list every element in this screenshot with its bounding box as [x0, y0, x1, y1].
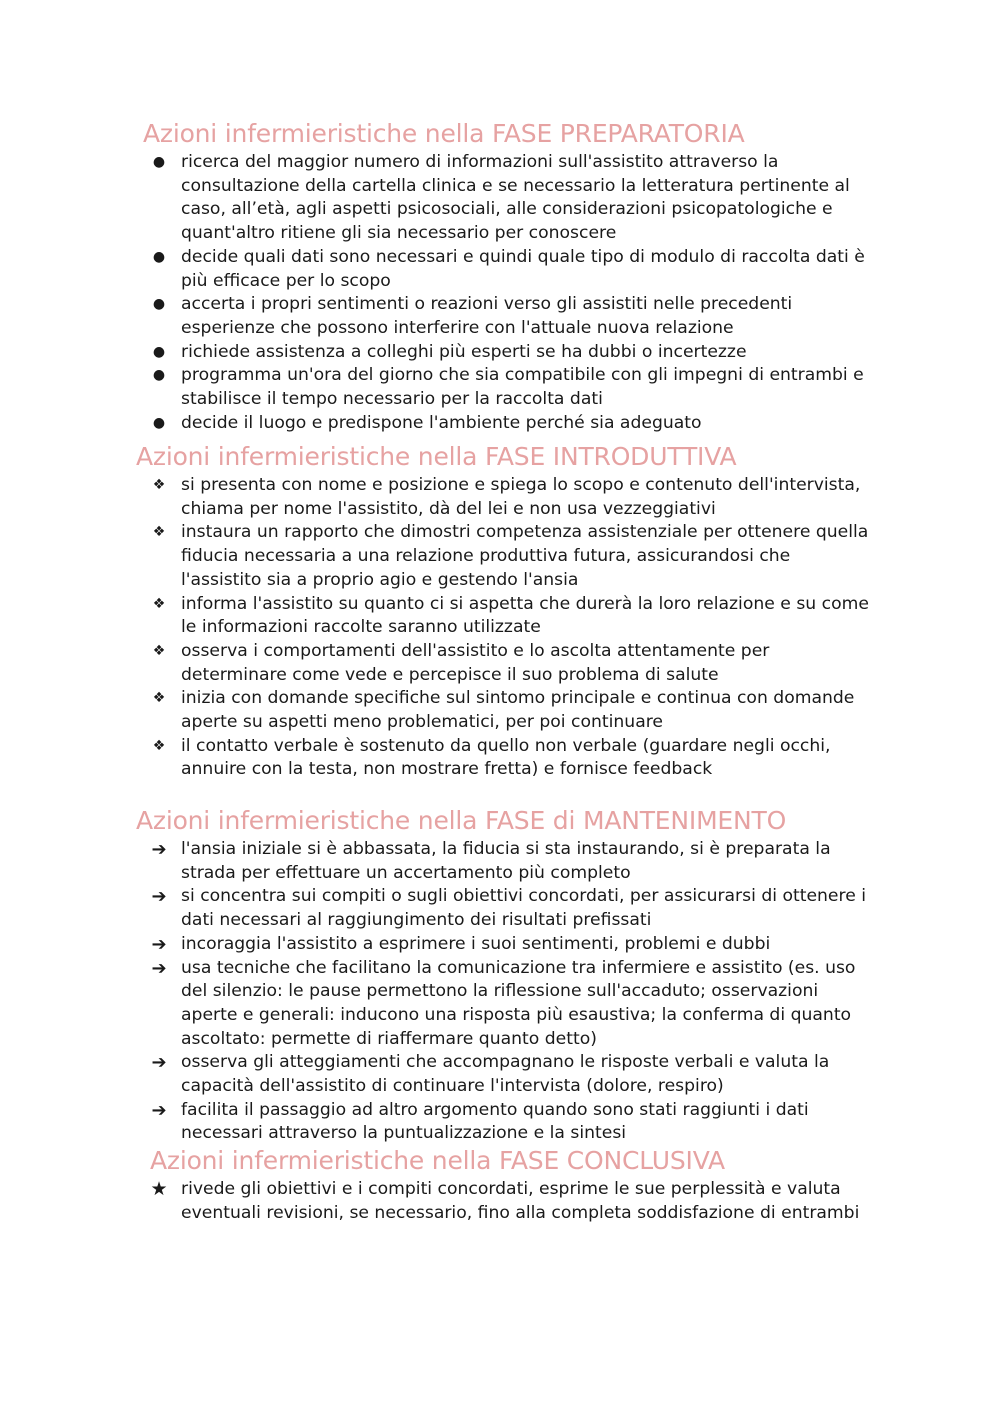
list-item — [0, 957, 871, 1052]
list-item — [0, 735, 871, 782]
list-item — [0, 1178, 871, 1225]
section-heading: Azioni infermieristiche nella FASE PREPARATORIA — [143, 119, 745, 148]
bullet-diamond-icon: ❖ — [152, 595, 166, 612]
list-item-text: si concentra sui compiti o sugli obiettivi concordati, per assicurarsi di ottenere i dati necessari al raggiungimento dei risultati prefissati — [181, 886, 867, 931]
list-item — [0, 640, 871, 687]
bullet-arrow-icon: ➔ — [151, 957, 167, 979]
list-item — [0, 593, 871, 640]
list-item — [0, 885, 871, 932]
bullet-star-icon: ★ — [150, 1178, 168, 1200]
bullet-dot-icon: ● — [152, 367, 166, 384]
bullet-dot-icon: ● — [152, 248, 166, 265]
list-item-text: instaura un rapporto che dimostri competenza assistenziale per ottenere quella fiducia necessaria a una relazione produttiva futura, assicurandosi che l'assistito sia a proprio agio e gestendo l'ansia — [181, 522, 869, 590]
section-heading: Azioni infermieristiche nella FASE CONCLUSIVA — [150, 1146, 725, 1175]
bullet-diamond-icon: ❖ — [152, 737, 166, 754]
list-item-text: decide il luogo e predispone l'ambiente perché sia adeguato — [181, 412, 702, 433]
bullet-dot-icon: ● — [152, 154, 166, 170]
bullet-diamond-icon: ❖ — [152, 477, 166, 493]
bullet-arrow-icon: ➔ — [151, 1099, 167, 1121]
list-item-text: si presenta con nome e posizione e spiega lo scopo e contenuto dell'intervista, chiama per nome l'assistito, dà del lei e non usa vezzeggiativi — [181, 475, 861, 519]
list-item-text: facilita il passaggio ad altro argomento quando sono stati raggiunti i dati necessari attraverso la puntualizzazione e la sintesi — [181, 1099, 809, 1144]
list-item-text: osserva i comportamenti dell'assistito e lo ascolta attentamente per determinare come vede e percepisce il suo problema di salute — [181, 640, 770, 685]
bullet-list — [0, 151, 1000, 435]
section-heading: Azioni infermieristiche nella FASE INTRODUTTIVA — [136, 442, 737, 471]
list-item — [0, 412, 871, 436]
list-item-text: decide quali dati sono necessari e quindi quale tipo di modulo di raccolta dati è più efficace per lo scopo — [181, 246, 865, 291]
list-item — [0, 687, 871, 734]
list-item — [0, 341, 871, 365]
bullet-list — [0, 1178, 1000, 1225]
bullet-diamond-icon: ❖ — [152, 690, 166, 707]
bullet-dot-icon: ● — [152, 296, 166, 313]
bullet-list — [0, 838, 1000, 1146]
list-item — [0, 151, 871, 246]
bullet-arrow-icon: ➔ — [151, 886, 167, 908]
list-item-text: incoraggia l'assistito a esprimere i suoi sentimenti, problemi e dubbi — [181, 933, 771, 954]
bullet-dot-icon: ● — [152, 414, 166, 431]
list-item — [0, 293, 871, 340]
bullet-list — [0, 474, 1000, 782]
list-item-text: il contatto verbale è sostenuto da quello non verbale (guardare negli occhi, annuire con la testa, non mostrare fretta) e fornisce feedback — [181, 735, 831, 780]
bullet-arrow-icon: ➔ — [151, 1052, 167, 1074]
list-item — [0, 364, 871, 411]
list-item-text: osserva gli atteggiamenti che accompagnano le risposte verbali e valuta la capacità dell'assistito di continuare l'intervista (dolore, respiro) — [181, 1052, 830, 1097]
list-item-text: usa tecniche che facilitano la comunicazione tra infermiere e assistito (es. uso del silenzio: le pause permettono la riflessione sull'accaduto; osservazioni aperte e generali: inducono una risposta più esaustiva; la conferma di quanto ascoltato: permette di riaffermare quanto detto) — [181, 957, 856, 1049]
section-heading: Azioni infermieristiche nella FASE di MANTENIMENTO — [136, 806, 787, 835]
list-item-text: inizia con domande specifiche sul sintomo principale e continua con domande aperte su aspetti meno problematici, per poi continuare — [181, 688, 855, 733]
list-item-text: l'ansia iniziale si è abbassata, la fiducia si sta instaurando, si è preparata la strada per effettuare un accertamento più completo — [181, 839, 831, 883]
list-item — [0, 933, 871, 957]
list-item — [0, 521, 871, 592]
list-item-text: ricerca del maggior numero di informazioni sull'assistito attraverso la consultazione della cartella clinica e se necessario la letteratura pertinente al caso, all’età, agli aspetti psicosociali, alle considerazioni psicopatologiche e quant'altro ritiene gli sia necessario per conoscere — [181, 152, 850, 244]
list-item-text: rivede gli obiettivi e i compiti concordati, esprime le sue perplessità e valuta eventuali revisioni, se necessario, fino alla completa soddisfazione di entrambi — [181, 1179, 860, 1223]
list-item-text: richiede assistenza a colleghi più esperti se ha dubbi o incertezze — [181, 341, 747, 362]
bullet-diamond-icon: ❖ — [152, 642, 166, 659]
list-item — [0, 246, 871, 293]
bullet-diamond-icon: ❖ — [152, 524, 166, 541]
list-item-text: informa l'assistito su quanto ci si aspetta che durerà la loro relazione e su come le informazioni raccolte saranno utilizzate — [181, 593, 869, 638]
list-item-text: programma un'ora del giorno che sia compatibile con gli impegni di entrambi e stabilisce il tempo necessario per la raccolta dati — [181, 365, 864, 410]
bullet-dot-icon: ● — [152, 343, 166, 360]
list-item — [0, 1099, 871, 1146]
list-item — [0, 1051, 871, 1098]
list-item-text: accerta i propri sentimenti o reazioni verso gli assistiti nelle precedenti esperienze che possono interferire con l'attuale nuova relazione — [181, 294, 793, 338]
list-item — [0, 474, 871, 521]
list-item — [0, 838, 871, 885]
bullet-arrow-icon: ➔ — [151, 933, 167, 955]
bullet-arrow-icon: ➔ — [151, 839, 167, 860]
